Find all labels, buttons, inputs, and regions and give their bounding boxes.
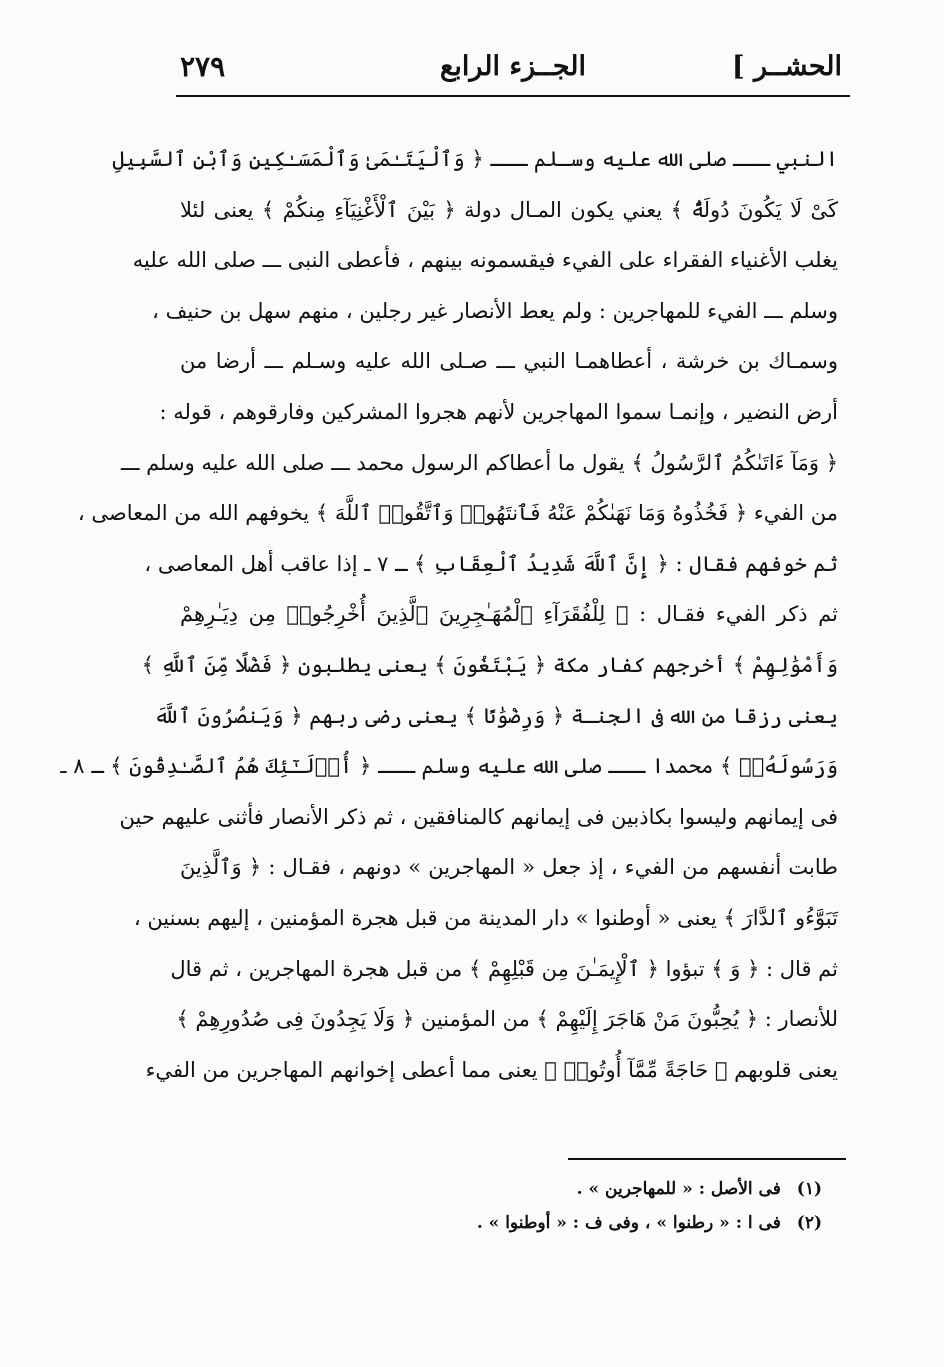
footnote: [477, 1172, 822, 1206]
text-line: وَرَسُولَهُۥٓ ﴾ محمدا ـــ صلى الله عليه وسلم ـــ ﴿ أُو۟لَـٰٓئِكَ هُمُ ٱلصَّـٰدِقُونَ ﴾ ـ ٨ ـ: [60, 754, 838, 779]
text-line: ثم ذكر الفيء فقـال : ﴿ لِلْفُقَرَآءِ ٱلْمُهَـٰجِرِينَ ٱلَّذِينَ أُخْرِجُوا۟ مِن دِيَـٰرِهِمْ: [180, 602, 838, 627]
part-title: الجــزء الرابع: [440, 51, 586, 82]
body-text: [60, 137, 838, 1098]
footnote-divider: [568, 1158, 846, 1160]
text-line: وسمـاك بن خرشة ، أعطاهمـا النبي ـــ صـلى الله عليه وسـلم ـــ أرضا من: [180, 349, 838, 374]
text-line: النبي ـــ صلى الله عليه وسـلم ـــ ﴿ وَٱلْيَتَـٰمَىٰ وَٱلْمَسَـٰكِينِ وَٱبْنِ ٱلسَّبِيلِ: [112, 147, 838, 171]
footnote-number: (٢): [796, 1213, 822, 1233]
text-line: أرض النضير ، وإنمـا سموا المهاجرين لأنهم هجروا المشركين وفارقوهم ، قوله :: [159, 399, 838, 424]
text-line: كَىْ لَا يَكُونَ دُولَةًۢ ﴾ يعني يكون المـال دولة ﴿ بَيْنَ ٱلْأَغْنِيَآءِ مِنكُمْ ﴾ يعنى لئلا: [180, 197, 838, 222]
header-divider: [176, 95, 850, 97]
text-line: ثم خوفهم فقال : ﴿ إِنَّ ٱللَّهَ شَدِيدُ ٱلْعِقَابِ ﴾ ـ ٧ ـ إذا عاقب أهل المعاصى ،: [144, 551, 838, 576]
footnote-number: (١): [796, 1179, 822, 1199]
text-line: يعنى قلوبهم ﴿ حَاجَةً مِّمَّآ أُوتُوا۟ ﴾ يعنى مما أعطى إخوانهم المهاجرين من الفيء: [145, 1057, 838, 1082]
footnote: [477, 1206, 822, 1240]
footnote-text: فى ا : « رطنوا » ، وفى ف : « أوطنوا » .: [476, 1213, 781, 1233]
text-line: ثم قال : ﴿ وَ ﴾ تبؤوا ﴿ ٱلْإِيمَـٰنَ مِن قَبْلِهِمْ ﴾ من قبل هجرة المهاجرين ، ثم قال: [170, 956, 838, 981]
running-header: [178, 44, 848, 94]
text-line: يعنى رزقا من الله فى الجنـة ﴿ وَرِضْوَٰنًا ﴾ يعنى رضى ربهم ﴿ وَيَنصُرُونَ ٱللَّهَ: [153, 703, 838, 728]
text-line: ﴿ وَمَآ ءَاتَىٰكُمُ ٱلرَّسُولُ ﴾ يقول ما أعطاكم الرسول محمد ـــ صلى الله عليه وسلم ـــ: [120, 450, 838, 475]
text-line: وسلم ـــ الفيء للمهاجرين : ولم يعط الأنصار غير رجلين ، منهم سهل بن حنيف ،: [152, 298, 838, 323]
text-line: من الفيء ﴿ فَخُذُوهُ وَمَا نَهَىٰكُمْ عَنْهُ فَٱنتَهُوا۟ وَٱتَّقُوا۟ ٱللَّهَ ﴾ يخوفهم الله من المعاصى ،: [77, 501, 838, 526]
surah-name: الحشــر ]: [731, 51, 842, 82]
page-number: ٢٧٩: [180, 50, 226, 83]
text-line: وَأَمْوَٰلِهِمْ ﴾ أخرجهم كفار مكة ﴿ يَبْتَغُونَ ﴾ يعنى يطلبون ﴿ فَضْلًا مِّنَ ٱللَّهِ ﴾: [141, 652, 838, 677]
footnotes: [477, 1172, 822, 1240]
text-line: فى إيمانهم وليسوا بكاذبين فى إيمانهم كالمنافقين ، ثم ذكر الأنصار فأثنى عليهم حين: [119, 804, 838, 829]
text-line: يغلب الأغنياء الفقراء على الفيء فيقسمونه بينهم ، فأعطى النبى ـــ صلى الله عليه: [132, 248, 838, 273]
footnote-text: فى الأصل : « للمهاجرين » .: [576, 1179, 781, 1199]
text-line: طابت أنفسهم من الفيء ، إذ جعل « المهاجرين » دونهم ، فقـال : ﴿ وَٱلَّذِينَ: [180, 855, 838, 880]
text-line: تَبَوَّءُو ٱلدَّارَ ﴾ يعنى « أوطنوا » دار المدينة من قبل هجرة المؤمنين ، إليهم بسنين ،: [133, 905, 838, 930]
text-line: للأنصار : ﴿ يُحِبُّونَ مَنْ هَاجَرَ إِلَيْهِمْ ﴾ من المؤمنين ﴿ وَلَا يَجِدُونَ فِى صُدُورِهِمْ ﴾: [176, 1007, 838, 1032]
